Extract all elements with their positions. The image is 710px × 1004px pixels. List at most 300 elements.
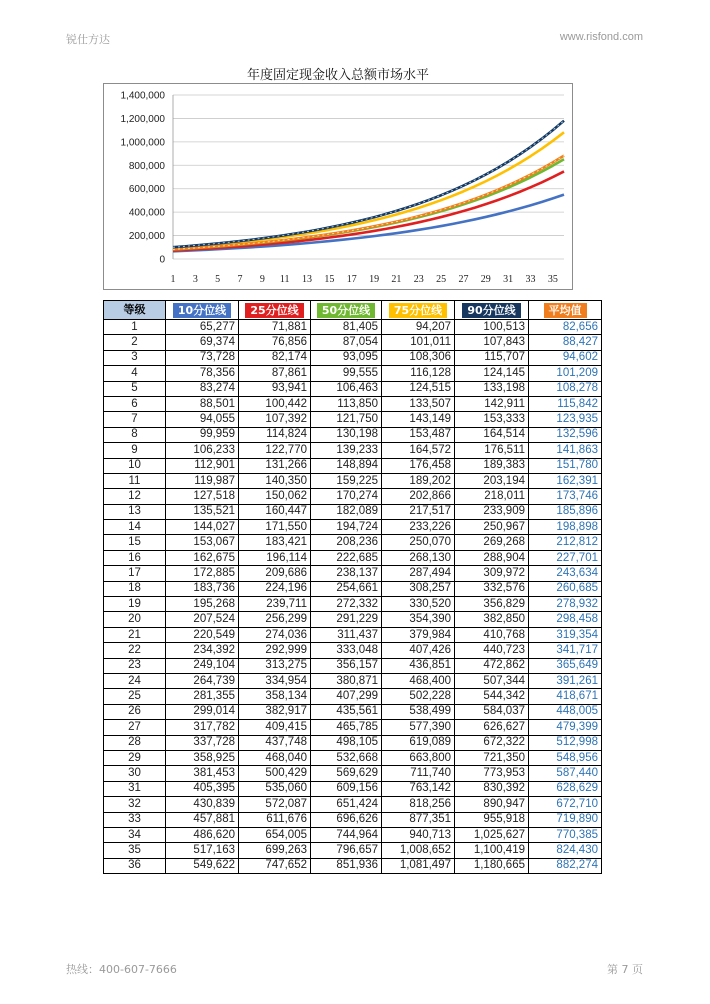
cell-p75: 189,202 [382,473,455,488]
cell-p90: 176,511 [455,443,529,458]
cell-p10: 65,277 [166,320,239,335]
cell-p25: 468,040 [239,750,311,765]
cell-p50: 609,156 [311,781,382,796]
cell-p10: 153,067 [166,535,239,550]
cell-p75: 940,713 [382,827,455,842]
cell-level: 10 [104,458,166,473]
cell-p25: 382,917 [239,704,311,719]
cell-avg: 278,932 [529,597,602,612]
table-row [104,350,602,365]
cell-p90: 584,037 [455,704,529,719]
cell-p90: 250,967 [455,520,529,535]
cell-p25: 437,748 [239,735,311,750]
table-row [104,627,602,642]
cell-p10: 207,524 [166,612,239,627]
cell-level: 33 [104,812,166,827]
y-tick-label: 600,000 [128,184,165,196]
cell-p75: 354,390 [382,612,455,627]
cell-p10: 73,728 [166,350,239,365]
cell-p75: 308,257 [382,581,455,596]
cell-level: 25 [104,689,166,704]
cell-p75: 330,520 [382,597,455,612]
y-tick-label: 800,000 [128,160,165,172]
table-row [104,643,602,658]
cell-p50: 333,048 [311,643,382,658]
y-tick-label: 1,200,000 [120,113,165,125]
cell-p50: 130,198 [311,427,382,442]
cell-p90: 115,707 [455,350,529,365]
cell-p50: 182,089 [311,504,382,519]
cell-p25: 256,299 [239,612,311,627]
cell-level: 14 [104,520,166,535]
cell-avg: 198,898 [529,520,602,535]
cell-p90: 830,392 [455,781,529,796]
cell-avg: 94,602 [529,350,602,365]
cell-p25: 500,429 [239,766,311,781]
cell-p75: 94,207 [382,320,455,335]
y-tick-label: 400,000 [128,207,165,219]
cell-p10: 135,521 [166,504,239,519]
cell-p25: 274,036 [239,627,311,642]
cell-p50: 356,157 [311,658,382,673]
table-row [104,489,602,504]
cell-level: 20 [104,612,166,627]
cell-avg: 108,278 [529,381,602,396]
table-row [104,335,602,350]
cell-avg: 162,391 [529,473,602,488]
cell-avg: 628,629 [529,781,602,796]
x-tick-label: 11 [279,274,290,285]
table-row [104,320,602,335]
cell-p90: 153,333 [455,412,529,427]
table-row [104,381,602,396]
cell-p75: 124,515 [382,381,455,396]
table-row [104,597,602,612]
cell-level: 8 [104,427,166,442]
salary-line-chart [103,83,573,290]
cell-avg: 212,812 [529,535,602,550]
cell-level: 19 [104,597,166,612]
x-tick-label: 31 [503,274,514,285]
cell-avg: 365,649 [529,658,602,673]
header-avg: 平均值 [529,301,602,320]
table-row [104,797,602,812]
cell-p10: 119,987 [166,473,239,488]
cell-p50: 254,661 [311,581,382,596]
header-url[interactable]: www.risfond.com [559,31,643,43]
cell-avg: 298,458 [529,612,602,627]
cell-p75: 108,306 [382,350,455,365]
x-tick-label: 19 [369,274,380,285]
cell-level: 11 [104,473,166,488]
cell-p90: 332,576 [455,581,529,596]
cell-p25: 82,174 [239,350,311,365]
cell-p10: 112,901 [166,458,239,473]
cell-p50: 569,629 [311,766,382,781]
cell-p10: 317,782 [166,720,239,735]
cell-p90: 672,322 [455,735,529,750]
cell-level: 26 [104,704,166,719]
table-row [104,504,602,519]
cell-p10: 127,518 [166,489,239,504]
header-p75: 75分位线 [382,301,455,320]
cell-p50: 851,936 [311,858,382,873]
cell-p25: 100,442 [239,396,311,411]
table-row [104,766,602,781]
salary-table [103,300,602,874]
cell-level: 27 [104,720,166,735]
cell-p10: 249,104 [166,658,239,673]
chart-title: 年度固定现金收入总额市场水平 [246,68,429,83]
cell-p75: 153,487 [382,427,455,442]
table-row [104,443,602,458]
cell-p25: 334,954 [239,673,311,688]
cell-p90: 382,850 [455,612,529,627]
x-tick-label: 15 [324,274,335,285]
table-row [104,412,602,427]
cell-p90: 133,198 [455,381,529,396]
cell-p25: 71,881 [239,320,311,335]
x-tick-label: 23 [413,274,424,285]
cell-p10: 220,549 [166,627,239,642]
header-p50: 50分位线 [311,301,382,320]
cell-p50: 435,561 [311,704,382,719]
cell-p50: 170,274 [311,489,382,504]
x-tick-label: 13 [302,274,313,285]
cell-p75: 619,089 [382,735,455,750]
cell-avg: 82,656 [529,320,602,335]
cell-p10: 358,925 [166,750,239,765]
cell-avg: 479,399 [529,720,602,735]
cell-level: 12 [104,489,166,504]
cell-p75: 818,256 [382,797,455,812]
cell-p75: 176,458 [382,458,455,473]
cell-p50: 744,964 [311,827,382,842]
table-row [104,458,602,473]
cell-p25: 160,447 [239,504,311,519]
cell-p90: 107,843 [455,335,529,350]
table-row [104,689,602,704]
x-tick-label: 3 [192,274,198,285]
cell-p90: 124,145 [455,366,529,381]
table-row [104,396,602,411]
cell-p10: 172,885 [166,566,239,581]
cell-avg: 173,746 [529,489,602,504]
header-brand: 锐仕方达 [66,33,110,46]
y-tick-label: 1,400,000 [120,90,165,102]
cell-p90: 1,180,665 [455,858,529,873]
cell-p10: 264,739 [166,673,239,688]
cell-p50: 99,555 [311,366,382,381]
cell-p90: 164,514 [455,427,529,442]
cell-p25: 358,134 [239,689,311,704]
cell-p25: 107,392 [239,412,311,427]
cell-p25: 122,770 [239,443,311,458]
cell-avg: 391,261 [529,673,602,688]
x-tick-label: 5 [215,274,221,285]
cell-p90: 410,768 [455,627,529,642]
cell-level: 29 [104,750,166,765]
cell-p10: 457,881 [166,812,239,827]
cell-level: 32 [104,797,166,812]
cell-level: 23 [104,658,166,673]
cell-level: 7 [104,412,166,427]
cell-p75: 164,572 [382,443,455,458]
cell-p50: 93,095 [311,350,382,365]
cell-avg: 882,274 [529,858,602,873]
cell-p10: 281,355 [166,689,239,704]
cell-p50: 121,750 [311,412,382,427]
table-row [104,812,602,827]
cell-p90: 955,918 [455,812,529,827]
table-row [104,781,602,796]
cell-p25: 140,350 [239,473,311,488]
table-row [104,535,602,550]
cell-p10: 517,163 [166,843,239,858]
cell-p50: 407,299 [311,689,382,704]
cell-p75: 468,400 [382,673,455,688]
cell-level: 16 [104,550,166,565]
y-tick-label: 200,000 [128,231,165,243]
cell-p90: 269,268 [455,535,529,550]
table-row [104,704,602,719]
cell-avg: 512,998 [529,735,602,750]
x-tick-label: 25 [436,274,447,285]
cell-p75: 233,226 [382,520,455,535]
table-row [104,858,602,873]
cell-level: 2 [104,335,166,350]
y-tick-label: 0 [159,254,165,266]
cell-p25: 196,114 [239,550,311,565]
cell-p50: 194,724 [311,520,382,535]
cell-avg: 719,890 [529,812,602,827]
table-row [104,427,602,442]
cell-p25: 699,263 [239,843,311,858]
cell-avg: 824,430 [529,843,602,858]
table-row [104,473,602,488]
cell-p75: 133,507 [382,396,455,411]
table-row [104,843,602,858]
cell-p25: 87,861 [239,366,311,381]
cell-p75: 202,866 [382,489,455,504]
x-tick-label: 1 [170,274,176,285]
cell-p25: 747,652 [239,858,311,873]
cell-p90: 218,011 [455,489,529,504]
cell-p75: 502,228 [382,689,455,704]
table-row [104,750,602,765]
cell-level: 5 [104,381,166,396]
cell-p75: 1,081,497 [382,858,455,873]
footer-hotline: 热线：400-607-7666 [66,963,177,976]
cell-avg: 88,427 [529,335,602,350]
cell-p50: 222,685 [311,550,382,565]
x-tick-label: 35 [547,274,558,285]
cell-p90: 288,904 [455,550,529,565]
cell-level: 18 [104,581,166,596]
x-tick-label: 21 [391,274,402,285]
cell-p10: 99,959 [166,427,239,442]
cell-p90: 544,342 [455,689,529,704]
cell-avg: 115,842 [529,396,602,411]
cell-avg: 123,935 [529,412,602,427]
cell-p90: 626,627 [455,720,529,735]
cell-p10: 69,374 [166,335,239,350]
cell-p75: 407,426 [382,643,455,658]
cell-avg: 770,385 [529,827,602,842]
cell-p75: 268,130 [382,550,455,565]
cell-avg: 151,780 [529,458,602,473]
cell-p25: 150,062 [239,489,311,504]
cell-p10: 106,233 [166,443,239,458]
cell-level: 3 [104,350,166,365]
cell-p10: 234,392 [166,643,239,658]
cell-p50: 272,332 [311,597,382,612]
cell-p90: 507,344 [455,673,529,688]
table-row [104,366,602,381]
footer-page-number: 第 7 页 [607,963,643,976]
cell-avg: 141,863 [529,443,602,458]
header-p90: 90分位线 [455,301,529,320]
header-p10: 10分位线 [166,301,239,320]
cell-p90: 1,100,419 [455,843,529,858]
cell-p90: 142,911 [455,396,529,411]
cell-p50: 87,054 [311,335,382,350]
cell-level: 35 [104,843,166,858]
cell-p25: 239,711 [239,597,311,612]
cell-p10: 337,728 [166,735,239,750]
table-row [104,550,602,565]
cell-level: 17 [104,566,166,581]
x-tick-label: 27 [458,274,469,285]
header-p25: 25分位线 [239,301,311,320]
cell-level: 21 [104,627,166,642]
cell-level: 4 [104,366,166,381]
cell-avg: 260,685 [529,581,602,596]
cell-level: 6 [104,396,166,411]
cell-p90: 773,953 [455,766,529,781]
cell-avg: 227,701 [529,550,602,565]
cell-level: 28 [104,735,166,750]
cell-p25: 114,824 [239,427,311,442]
cell-level: 31 [104,781,166,796]
cell-p75: 877,351 [382,812,455,827]
cell-level: 36 [104,858,166,873]
cell-avg: 448,005 [529,704,602,719]
cell-p50: 796,657 [311,843,382,858]
cell-avg: 587,440 [529,766,602,781]
cell-p10: 405,395 [166,781,239,796]
cell-p75: 116,128 [382,366,455,381]
cell-p50: 291,229 [311,612,382,627]
x-tick-label: 9 [259,274,265,285]
cell-p25: 209,686 [239,566,311,581]
cell-p75: 711,740 [382,766,455,781]
cell-p50: 380,871 [311,673,382,688]
cell-p90: 203,194 [455,473,529,488]
cell-p25: 313,275 [239,658,311,673]
cell-p90: 356,829 [455,597,529,612]
cell-p10: 486,620 [166,827,239,842]
cell-p10: 144,027 [166,520,239,535]
cell-level: 24 [104,673,166,688]
cell-p10: 299,014 [166,704,239,719]
cell-p75: 436,851 [382,658,455,673]
cell-avg: 101,209 [529,366,602,381]
cell-p75: 538,499 [382,704,455,719]
cell-p50: 651,424 [311,797,382,812]
cell-p10: 83,274 [166,381,239,396]
x-tick-label: 33 [525,274,536,285]
cell-p50: 208,236 [311,535,382,550]
cell-p50: 106,463 [311,381,382,396]
cell-p25: 572,087 [239,797,311,812]
cell-p50: 148,894 [311,458,382,473]
table-row [104,735,602,750]
cell-level: 15 [104,535,166,550]
cell-p50: 311,437 [311,627,382,642]
cell-p75: 287,494 [382,566,455,581]
cell-p25: 292,999 [239,643,311,658]
table-row [104,520,602,535]
cell-avg: 319,354 [529,627,602,642]
cell-p50: 465,785 [311,720,382,735]
cell-p75: 663,800 [382,750,455,765]
cell-p10: 183,736 [166,581,239,596]
x-tick-label: 17 [346,274,357,285]
cell-p90: 890,947 [455,797,529,812]
table-row [104,612,602,627]
cell-level: 22 [104,643,166,658]
cell-level: 9 [104,443,166,458]
cell-p75: 143,149 [382,412,455,427]
cell-p50: 113,850 [311,396,382,411]
cell-avg: 132,596 [529,427,602,442]
cell-p90: 1,025,627 [455,827,529,842]
cell-avg: 418,671 [529,689,602,704]
cell-p90: 233,909 [455,504,529,519]
cell-p50: 159,225 [311,473,382,488]
cell-p10: 78,356 [166,366,239,381]
cell-p25: 183,421 [239,535,311,550]
cell-p10: 94,055 [166,412,239,427]
cell-level: 13 [104,504,166,519]
cell-p25: 224,196 [239,581,311,596]
cell-p90: 721,350 [455,750,529,765]
cell-p10: 430,839 [166,797,239,812]
cell-p90: 189,383 [455,458,529,473]
cell-p75: 217,517 [382,504,455,519]
cell-p50: 696,626 [311,812,382,827]
cell-p90: 440,723 [455,643,529,658]
cell-p75: 379,984 [382,627,455,642]
cell-p25: 654,005 [239,827,311,842]
cell-p25: 409,415 [239,720,311,735]
cell-p75: 101,011 [382,335,455,350]
x-tick-label: 7 [237,274,243,285]
cell-p90: 100,513 [455,320,529,335]
table-row [104,673,602,688]
y-tick-label: 1,000,000 [120,137,165,149]
header-level: 等级 [104,301,166,320]
table-row [104,720,602,735]
table-row [104,566,602,581]
cell-p50: 139,233 [311,443,382,458]
cell-p25: 171,550 [239,520,311,535]
cell-p75: 250,070 [382,535,455,550]
cell-p25: 93,941 [239,381,311,396]
cell-p10: 88,501 [166,396,239,411]
table-header-row [104,301,602,320]
